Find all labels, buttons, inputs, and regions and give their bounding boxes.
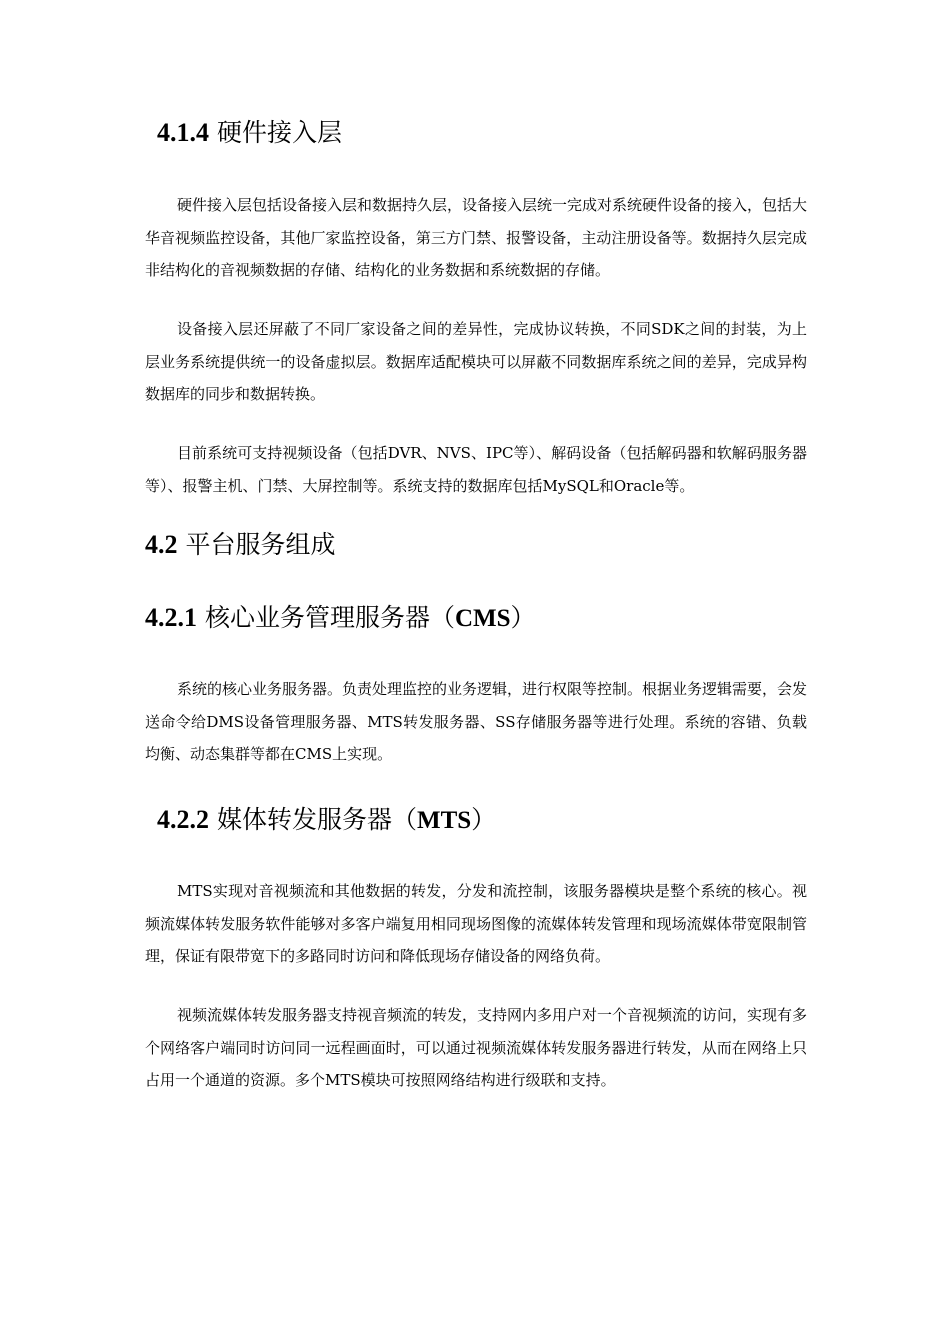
section-number: 4.2 xyxy=(145,530,178,559)
paragraph-mts-1: MTS实现对音视频流和其他数据的转发，分发和流控制，该服务器模块是整个系统的核心。视频流媒体转发服务软件能够对多客户端复用相同现场图像的流媒体转发管理和现场流媒体带宽限制管理，保证有限带宽下的多路同时访问和降低现场存储设备的网络负荷。 xyxy=(145,882,807,965)
section-title: 平台服务组成 xyxy=(185,530,336,559)
section-number: 4.2.1 xyxy=(145,603,197,632)
paragraph-mts-2: 视频流媒体转发服务器支持视音频流的转发，支持网内多用户对一个音视频流的访问，实现有多个网络客户端同时访问同一远程画面时，可以通过视频流媒体转发服务器进行转发，从而在网络上只占用一个通道的资源。多个MTS模块可按照网络结构进行级联和支持。 xyxy=(145,1006,808,1089)
section-heading-4-2-2 xyxy=(157,803,496,838)
paragraph-cms: 系统的核心业务服务器。负责处理监控的业务逻辑，进行权限等控制。根据业务逻辑需要，会发送命令给DMS设备管理服务器、MTS转发服务器、SS存储服务器等进行处理。系统的容错、负载均衡、动态集群等都在CMS上实现。 xyxy=(145,680,808,763)
section-title-abbr: MTS xyxy=(416,807,472,834)
paragraph-hardware-access-2: 设备接入层还屏蔽了不同厂家设备之间的差异性，完成协议转换，不同SDK之间的封装，为上层业务系统提供统一的设备虚拟层。数据库适配模块可以屏蔽不同数据库系统之间的差异，完成异构数据库的同步和数据转换。 xyxy=(145,320,807,403)
section-number: 4.1.4 xyxy=(157,118,209,147)
section-title: 硬件接入层 xyxy=(216,118,342,147)
paragraph-hardware-access-1: 硬件接入层包括设备接入层和数据持久层，设备接入层统一完成对系统硬件设备的接入，包括大华音视频监控设备，其他厂家监控设备，第三方门禁、报警设备，主动注册设备等。数据持久层完成非结构化的音视频数据的存储、结构化的业务数据和系统数据的存储。 xyxy=(145,196,808,279)
section-heading-4-2 xyxy=(145,528,335,562)
section-title: 核心业务管理服务器（ xyxy=(204,603,455,632)
section-number: 4.2.2 xyxy=(157,805,209,834)
section-heading-4-1-4 xyxy=(157,116,342,150)
section-title-end: ） xyxy=(471,805,497,834)
section-title-end: ） xyxy=(510,603,536,632)
section-title: 媒体转发服务器（ xyxy=(216,805,417,834)
section-title-abbr: CMS xyxy=(454,605,511,632)
paragraph-hardware-access-3: 目前系统可支持视频设备（包括DVR、NVS、IPC等）、解码设备（包括解码器和软解码服务器等）、报警主机、门禁、大屏控制等。系统支持的数据库包括MySQL和Oracle等。 xyxy=(145,444,807,495)
section-heading-4-2-1 xyxy=(145,601,536,636)
